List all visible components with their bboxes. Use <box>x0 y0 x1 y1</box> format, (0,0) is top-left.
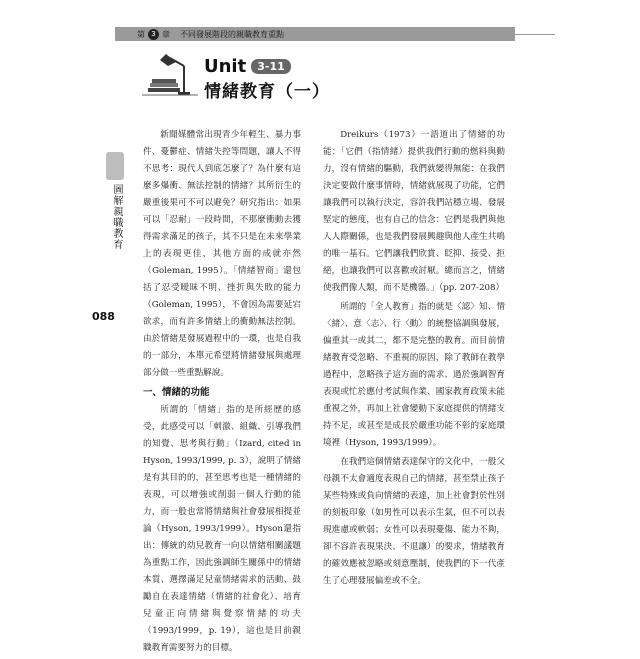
right-column <box>323 127 505 592</box>
culture-paragraph: 在我們這個情緒表達保守的文化中，一般父母親不太會適度表現自己的情緒，甚至禁止孩子某些特殊或負向情緒的表達，加上社會對於性別的刻板印象（如男性可以表示生氣，但不可以表現進慮或軟弱；女性可以表現憂傷、能力不夠，卻不容許表現果決、不退讓）的要求，情緒教育的確效應被忽略或刻意壓制，使我們的下一代產生了心理發展偏差或不全。 <box>323 457 505 586</box>
page-number: 088 <box>92 310 115 323</box>
chapter-number-badge: 3 <box>148 29 159 40</box>
whole-person-paragraph: 所謂的「全人教育」指的就是〈認〉知、情〈緒〉、意〈志〉、行〈動〉的統整協調與發展，偏重其一或其二，都不是完整的教育。而目前情緒教育受忽略、不重視的原因，除了教師在教學過程中，忽略孩子這方面的需求、過於強調智育表現或忙於應付考試與作業、國家教育政策未能重視之外，再加上社會變動下家庭提供的情緒支持不足，或甚至是成長於嚴重功能不彰的家庭環境裡（Hyson, 1993/1999）。 <box>323 302 505 448</box>
unit-number-badge: 3-11 <box>251 59 291 74</box>
dreikurs-paragraph: Dreikurs（1973）一語道出了情緒的功能：「它們（指情緒）提供我們行動的燃料與動力，沒有情緒的驅動，我們就變得無能：在我們決定要做什麼事情時，情緒就展現了功能，它們讓我們可以執行決定，容許我們站穩立場、發展堅定的態度，也有自己的信念：它們是我們與他人人際關係，也是我們發展興趣與他人產生共鳴的唯一基石。它們讓我們欣賞、眨抑、接受、拒絕，也讓我們可以喜歡或討厭。總而言之，情緒使我們像人類，而不是機器。」（pp. 207-208） <box>323 130 505 293</box>
book-icon <box>106 152 124 180</box>
chapter-suffix: 章 <box>162 29 170 39</box>
left-column <box>143 127 301 659</box>
chapter-header-bar <box>115 27 515 41</box>
chapter-title: 不同發展階段的親職教育重點 <box>180 29 284 39</box>
unit-label: Unit <box>204 56 247 77</box>
section-heading: 一、情緒的功能 <box>143 387 210 398</box>
unit-heading <box>204 56 291 77</box>
page-title: 情緒教育（一） <box>204 82 330 102</box>
function-paragraph: 所謂的「情緒」指的是所經歷的感受，此感受可以「刺激、組織、引導我們的知覺、思考與行動」（Izard, cited in Hyson, 1993/1999, p. 3），說明了情緒是有其目的的，甚至思考也是一種情緒的表現，可以增強或削弱一個人行動的能力，而一般也常將情緒與社會發展相提並論（Hyson, 1993/1999）。Hyson還指出：傳統的幼兒教育一向以情緒相關議題為重點工作，因此強調師生關係中的情緒本質、選擇滿足兒童情緒需求的活動、鼓勵自在表達情緒（情緒的社會化）、培育兒童正向情緒與覺察情緒的功夫（1993/1999，p. 19），這也是目前親職教育需要努力的目標。 <box>143 405 301 653</box>
intro-paragraph: 新聞媒體常出現青少年輕生、暴力事件、憂鬱症、情緒失控等問題，讓人不得不思考：現代人到底怎麼了？為什麼有這麼多爆衝、無法控制的情緒？其所衍生的嚴重後果可不可以避免？研究指出：如果可以「忍耐」一段時間，不那麼衝動去獲得需求滿足的孩子，其不只是在未來學業上的表現更佳，其他方面的成就亦然（Goleman, 1995）。「情緒智商」還包括了忍受暧昧不明、挫折與失敗的能力（Goleman, 1995），不會因為需要延宕欲求，而有許多情緒上的衝動無法控制。由於情緒是發展過程中的一環，也是自我的一部分，本單元希望將情緒發展與處理部分做一些重點解說。 <box>143 130 301 378</box>
header-rule <box>515 34 555 35</box>
book-series-title: 圖解親職教育 <box>111 184 122 250</box>
chapter-prefix: 第 <box>137 29 145 39</box>
desk-lamp-icon <box>140 52 200 102</box>
